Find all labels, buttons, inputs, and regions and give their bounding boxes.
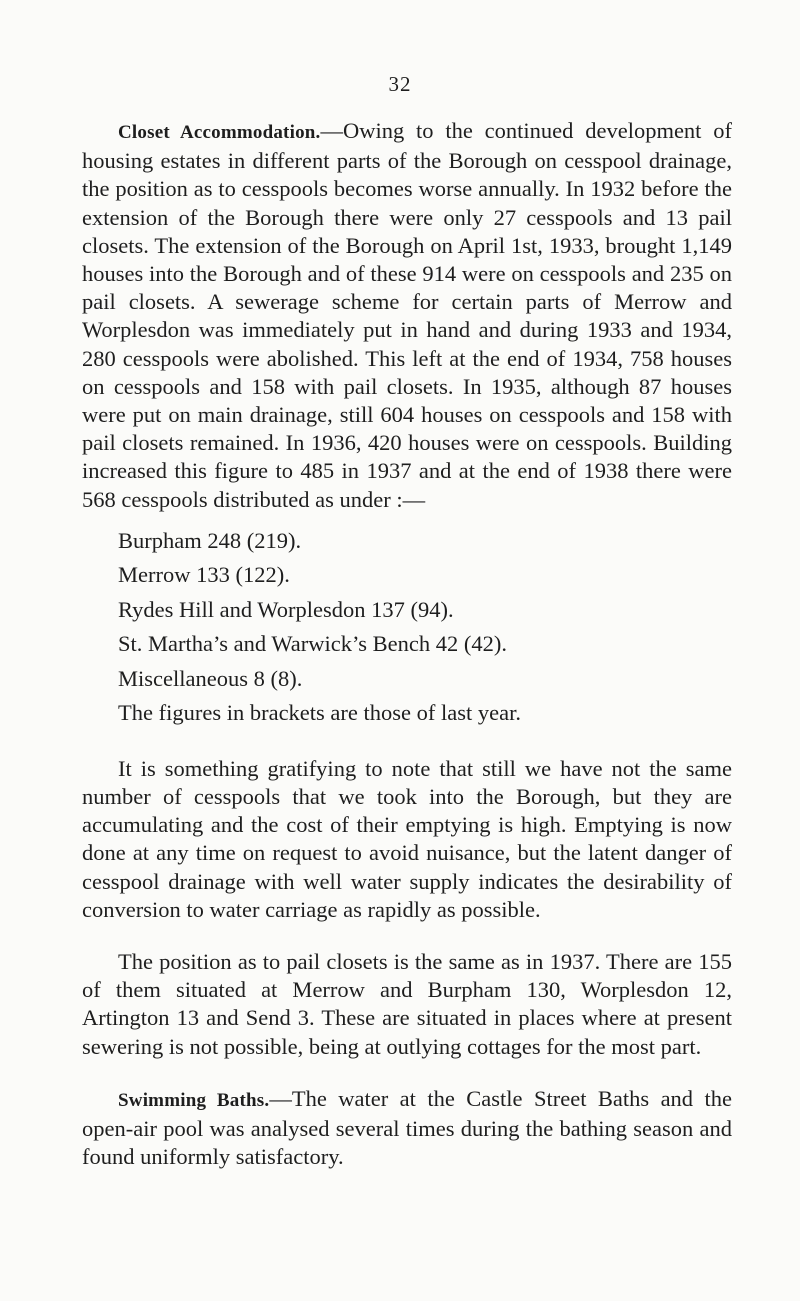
swimming-baths-paragraph [82,1085,732,1172]
cesspool-distribution-list [82,524,732,697]
list-item: Burpham 248 (219). [118,527,302,553]
pail-closets-paragraph: The position as to pail closets is the same as in 1937. There are 155 of them situated at Merrow and Burpham 130, Worplesdon 12, Artington 13 and Send 3. These are situated in places where at present sewering is not possible, being at outlying cottages for the most part. [82,949,732,1059]
list-item: St. Martha’s and Warwick’s Bench 42 (42). [118,631,507,657]
swimming-baths-text: —The water at the Castle Street Baths and the open-air pool was analysed several times during the bathing season and found uniformly satisfactory. [82,1085,732,1170]
closet-accommodation-paragraph [82,117,732,514]
swimming-baths-heading: Swimming Baths. [118,1089,270,1111]
gratifying-paragraph: It is something gratifying to note that still we have not the same number of cesspools that we took into the Borough, but they are accumulating and the cost of their emptying is high. Emptying is now done at any time on request to avoid nuisance, but the latent danger of cesspool drainage with well water supply indicates the desirability of conversion to water carriage as rapidly as possible. [82,755,732,922]
list-item: Merrow 133 (122). [118,562,290,588]
closet-accommodation-heading: Closet Accommodation. [118,122,321,143]
closet-accommodation-text: —Owing to the continued development of housing estates in different parts of the Borough on cesspool drainage, the position as to cesspools becomes worse annually. In 1932 before the extension of the Borough there were only 27 cesspools and 13 pail closets. The extension of the Borough on April 1st, 1933, brought 1,149 houses into the Borough and of these 914 were on cesspools and 235 on pail closets. A sewerage scheme for certain parts of Merrow and Worplesdon was immediately put in hand and during 1933 and 1934, 280 cesspools were abolished. This left at the end of 1934, 758 houses on cesspools and 158 with pail closets. In 1935, although 87 houses were put on main drainage, still 604 houses on cesspools and 158 with pail closets remained. In 1936, 420 houses were on cesspools. Building increased this figure to 485 in 1937 and at the end of 1938 there were 568 cesspools distributed as under :— [82,118,732,512]
page-number: 32 [388,72,412,96]
list-item: Rydes Hill and Worplesdon 137 (94). [118,596,454,622]
brackets-note: The figures in brackets are those of last year. [118,700,521,726]
page-content [82,117,732,1171]
list-item: Miscellaneous 8 (8). [118,665,303,691]
